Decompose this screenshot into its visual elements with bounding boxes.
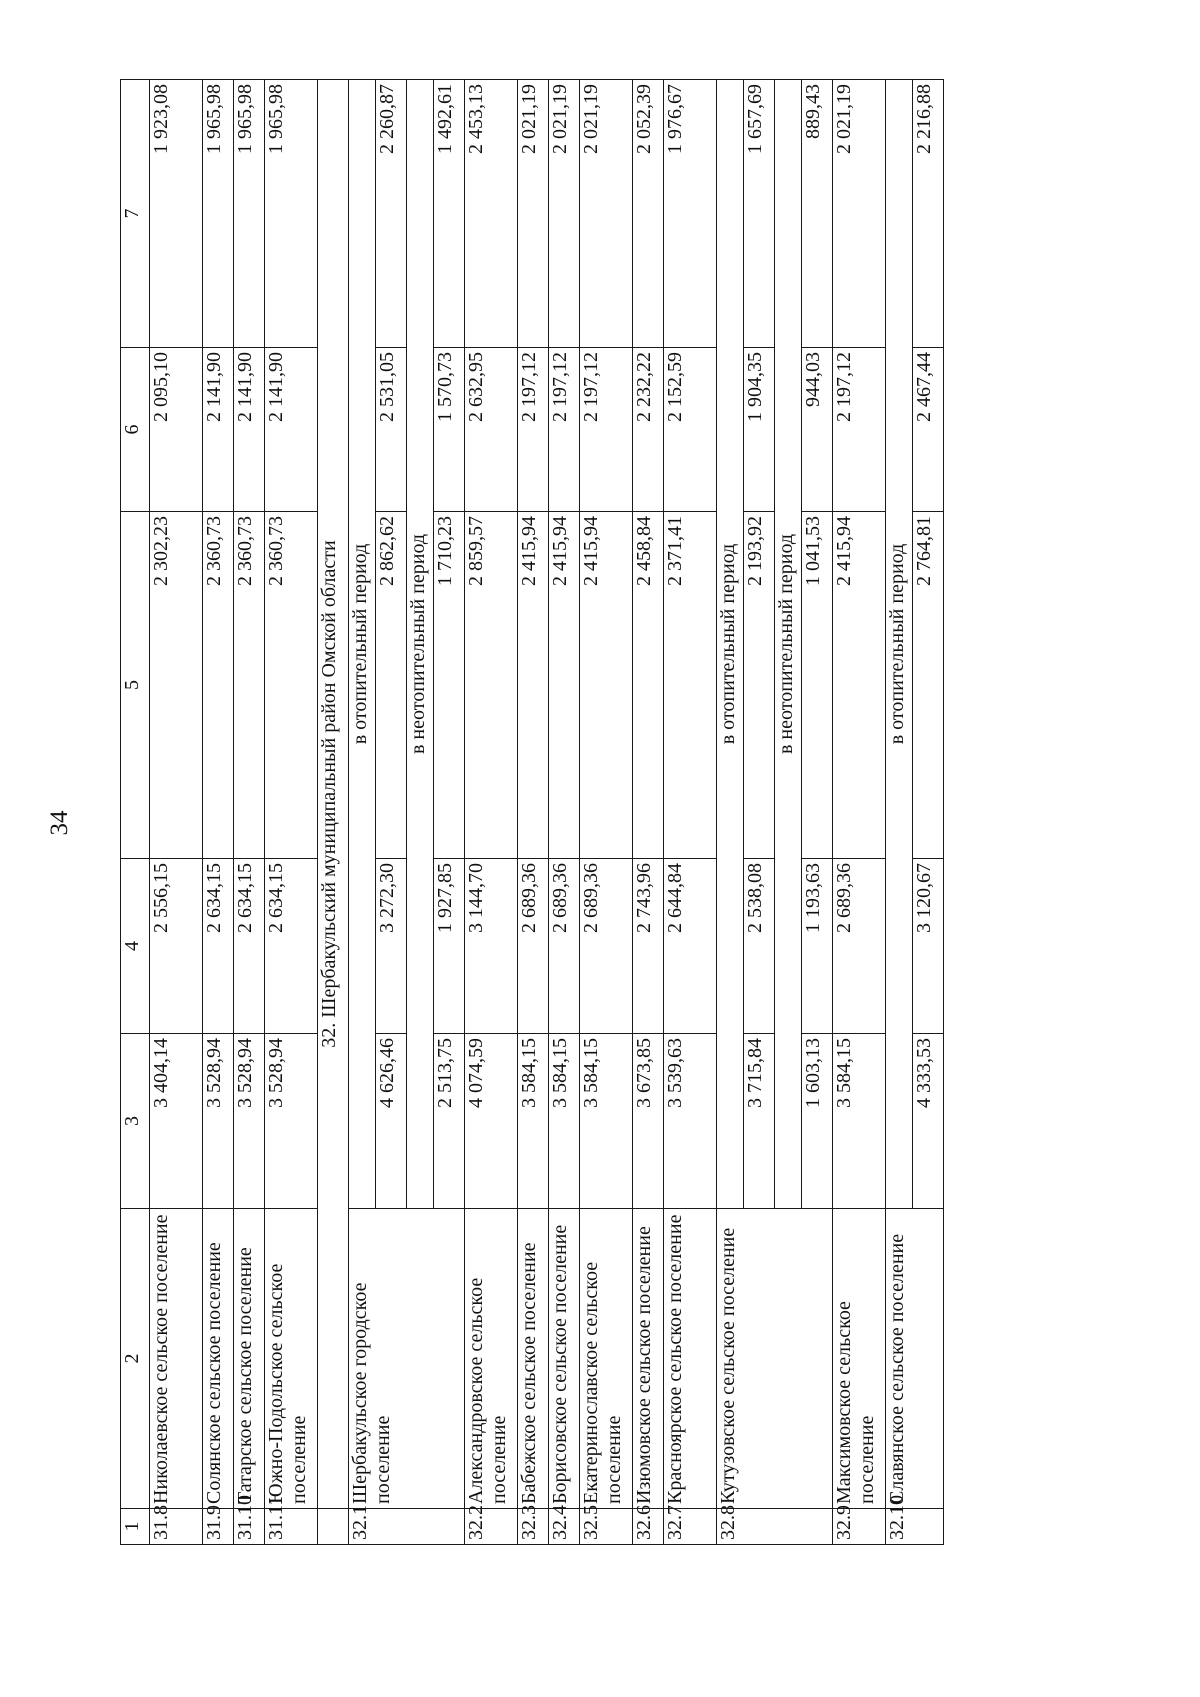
value-cell: 1 193,63	[802, 859, 833, 1034]
value-cell: 2 634,15	[203, 859, 234, 1034]
period-label-heating: в отопительный период	[349, 80, 376, 1209]
value-cell: 3 584,15	[833, 1034, 886, 1209]
settlement-name: Солянское сельское поселение	[203, 1209, 234, 1509]
table-row	[549, 80, 580, 1545]
settlement-name: Кутузовское сельское поселение	[717, 1209, 833, 1509]
row-number: 32.9	[833, 1509, 886, 1545]
value-cell: 2 644,84	[664, 859, 717, 1034]
value-cell: 2 141,90	[203, 348, 234, 512]
value-cell: 2 415,94	[580, 512, 633, 859]
table-row	[833, 80, 886, 1545]
value-cell: 3 584,15	[549, 1034, 580, 1209]
value-cell: 2 632,95	[465, 348, 518, 512]
settlement-name: Шербакульское городское поселение	[349, 1209, 465, 1509]
table-row	[664, 80, 717, 1545]
row-number: 31.11	[265, 1509, 318, 1545]
page-number: 34	[46, 810, 73, 836]
value-cell: 2 052,39	[633, 80, 664, 348]
table-row	[234, 80, 265, 1545]
settlement-name: Екатеринославское сельское поселение	[580, 1209, 633, 1509]
value-cell: 3 528,94	[234, 1034, 265, 1209]
value-cell: 2 743,96	[633, 859, 664, 1034]
header-cell: 6	[121, 348, 150, 512]
value-cell: 2 260,87	[376, 80, 407, 348]
period-row	[717, 80, 744, 1545]
row-number: 31.9	[203, 1509, 234, 1545]
row-number: 32.6	[633, 1509, 664, 1545]
settlement-name: Красноярское сельское поселение	[664, 1209, 717, 1509]
value-cell: 2 689,36	[580, 859, 633, 1034]
value-cell: 2 197,12	[833, 348, 886, 512]
value-cell: 2 360,73	[234, 512, 265, 859]
value-cell: 4 626,46	[376, 1034, 407, 1209]
value-cell: 2 216,88	[913, 80, 944, 348]
value-cell: 1 492,61	[434, 80, 465, 348]
row-number: 32.3	[518, 1509, 549, 1545]
value-cell: 889,43	[802, 80, 833, 348]
value-cell: 3 120,67	[913, 859, 944, 1034]
value-cell: 1 657,69	[744, 80, 775, 348]
value-cell: 2 634,15	[265, 859, 318, 1034]
value-cell: 2 141,90	[265, 348, 318, 512]
value-cell: 2 021,19	[580, 80, 633, 348]
settlement-name: Борисовское сельское поселение	[549, 1209, 580, 1509]
value-cell: 3 272,30	[376, 859, 407, 1034]
row-number: 32.1	[349, 1509, 465, 1545]
row-number: 32.10	[886, 1509, 944, 1545]
row-number: 31.8	[150, 1509, 203, 1545]
table-row	[265, 80, 318, 1545]
value-cell: 1 965,98	[203, 80, 234, 348]
table-row	[465, 80, 518, 1545]
table-row	[518, 80, 549, 1545]
value-cell: 3 404,14	[150, 1034, 203, 1209]
header-cell: 2	[121, 1209, 150, 1509]
value-cell: 2 232,22	[633, 348, 664, 512]
value-cell: 2 634,15	[234, 859, 265, 1034]
value-cell: 1 923,08	[150, 80, 203, 348]
value-cell: 2 371,41	[664, 512, 717, 859]
period-label-heating: в отопительный период	[717, 80, 744, 1209]
value-cell: 2 197,12	[580, 348, 633, 512]
value-cell: 2 764,81	[913, 512, 944, 859]
row-number: 32.4	[549, 1509, 580, 1545]
value-cell: 1 603,13	[802, 1034, 833, 1209]
value-cell: 2 193,92	[744, 512, 775, 859]
value-cell: 2 360,73	[203, 512, 234, 859]
header-row	[121, 80, 150, 1545]
value-cell: 2 458,84	[633, 512, 664, 859]
header-cell: 4	[121, 859, 150, 1034]
header-cell: 5	[121, 512, 150, 859]
value-cell: 2 531,05	[376, 348, 407, 512]
table-row	[203, 80, 234, 1545]
settlement-name: Николаевское сельское поселение	[150, 1209, 203, 1509]
value-cell: 3 528,94	[203, 1034, 234, 1209]
value-cell: 2 415,94	[518, 512, 549, 859]
row-number: 32.2	[465, 1509, 518, 1545]
header-cell: 7	[121, 80, 150, 348]
blank-cell	[318, 1509, 349, 1545]
value-cell: 2 197,12	[549, 348, 580, 512]
value-cell: 2 197,12	[518, 348, 549, 512]
settlement-name: Изюмовское сельское поселение	[633, 1209, 664, 1509]
value-cell: 4 333,53	[913, 1034, 944, 1209]
row-number: 32.8	[717, 1509, 833, 1545]
table-row	[150, 80, 203, 1545]
section-title: 32. Шербакульский муниципальный район Омской области	[318, 80, 349, 1509]
value-cell: 1 904,35	[744, 348, 775, 512]
table-row	[633, 80, 664, 1545]
settlement-name: Татарское сельское поселение	[234, 1209, 265, 1509]
value-cell: 2 467,44	[913, 348, 944, 512]
value-cell: 2 302,23	[150, 512, 203, 859]
section-row	[318, 80, 349, 1545]
value-cell: 1 927,85	[434, 859, 465, 1034]
header-cell: 1	[121, 1509, 150, 1545]
value-cell: 3 673,85	[633, 1034, 664, 1209]
value-cell: 2 095,10	[150, 348, 203, 512]
value-cell: 2 453,13	[465, 80, 518, 348]
table-row	[580, 80, 633, 1545]
value-cell: 3 528,94	[265, 1034, 318, 1209]
period-row	[886, 80, 913, 1545]
value-cell: 2 689,36	[518, 859, 549, 1034]
settlement-name: Бабежское сельское поселение	[518, 1209, 549, 1509]
value-cell: 1 965,98	[265, 80, 318, 348]
settlement-name: Южно-Подольское сельское поселение	[265, 1209, 318, 1509]
value-cell: 3 584,15	[580, 1034, 633, 1209]
value-cell: 2 021,19	[833, 80, 886, 348]
value-cell: 4 074,59	[465, 1034, 518, 1209]
settlement-name: Александровское сельское поселение	[465, 1209, 518, 1509]
value-cell: 1 570,73	[434, 348, 465, 512]
value-cell: 1 710,23	[434, 512, 465, 859]
value-cell: 2 415,94	[833, 512, 886, 859]
row-number: 32.7	[664, 1509, 717, 1545]
value-cell: 1 041,53	[802, 512, 833, 859]
rotated-table-wrapper	[120, 80, 1082, 1545]
value-cell: 3 144,70	[465, 859, 518, 1034]
value-cell: 2 021,19	[549, 80, 580, 348]
period-row	[349, 80, 376, 1545]
tariff-table	[120, 79, 944, 1545]
value-cell: 2 513,75	[434, 1034, 465, 1209]
value-cell: 2 415,94	[549, 512, 580, 859]
value-cell: 1 965,98	[234, 80, 265, 348]
period-label-heating: в отопительный период	[886, 80, 913, 1209]
value-cell: 2 141,90	[234, 348, 265, 512]
value-cell: 2 021,19	[518, 80, 549, 348]
value-cell: 2 556,15	[150, 859, 203, 1034]
value-cell: 3 715,84	[744, 1034, 775, 1209]
header-cell: 3	[121, 1034, 150, 1209]
row-number: 32.5	[580, 1509, 633, 1545]
row-number: 31.10	[234, 1509, 265, 1545]
value-cell: 3 584,15	[518, 1034, 549, 1209]
value-cell: 2 538,08	[744, 859, 775, 1034]
value-cell: 2 360,73	[265, 512, 318, 859]
settlement-name: Максимовское сельское поселение	[833, 1209, 886, 1509]
period-label-nonheating: в неотопительный период	[407, 80, 434, 1209]
period-label-nonheating: в неотопительный период	[775, 80, 802, 1209]
settlement-name: Славянское сельское поселение	[886, 1209, 944, 1509]
value-cell: 2 689,36	[549, 859, 580, 1034]
value-cell: 2 859,57	[465, 512, 518, 859]
value-cell: 2 862,62	[376, 512, 407, 859]
value-cell: 3 539,63	[664, 1034, 717, 1209]
value-cell: 1 976,67	[664, 80, 717, 348]
value-cell: 944,03	[802, 348, 833, 512]
value-cell: 2 152,59	[664, 348, 717, 512]
value-cell: 2 689,36	[833, 859, 886, 1034]
